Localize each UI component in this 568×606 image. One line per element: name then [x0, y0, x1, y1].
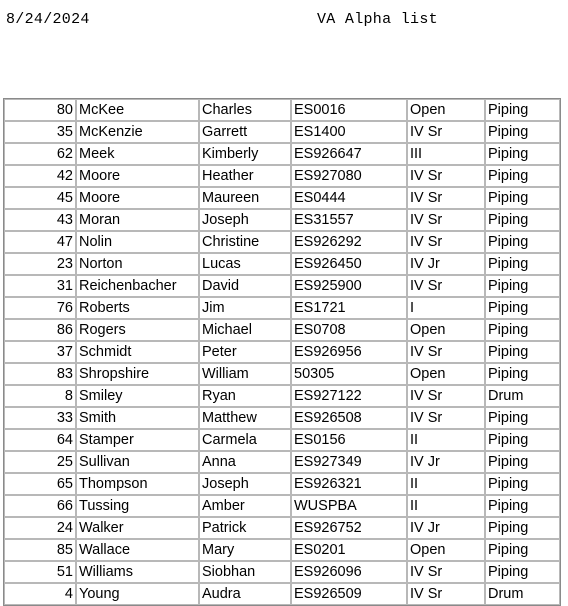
table-row [4, 253, 560, 275]
member-id-cell: ES926292 [291, 231, 407, 253]
member-id-cell: ES926647 [291, 143, 407, 165]
instrument-cell: Piping [485, 253, 560, 275]
last-name-cell: Young [76, 583, 199, 605]
first-name-cell: Jim [199, 297, 291, 319]
first-name-cell: Christine [199, 231, 291, 253]
competitor-number-cell: 47 [4, 231, 76, 253]
first-name-cell: Audra [199, 583, 291, 605]
table-row [4, 561, 560, 583]
competitor-number-cell: 80 [4, 99, 76, 121]
instrument-cell: Drum [485, 385, 560, 407]
last-name-cell: Stamper [76, 429, 199, 451]
grade-class-cell: IV Jr [407, 253, 485, 275]
member-id-cell: WUSPBA [291, 495, 407, 517]
grade-class-cell: IV Sr [407, 187, 485, 209]
last-name-cell: Williams [76, 561, 199, 583]
last-name-cell: Wallace [76, 539, 199, 561]
first-name-cell: Peter [199, 341, 291, 363]
grade-class-cell: IV Jr [407, 517, 485, 539]
table-row [4, 363, 560, 385]
competitor-number-cell: 76 [4, 297, 76, 319]
grade-class-cell: II [407, 473, 485, 495]
instrument-cell: Piping [485, 539, 560, 561]
instrument-cell: Drum [485, 583, 560, 605]
first-name-cell: Lucas [199, 253, 291, 275]
instrument-cell: Piping [485, 473, 560, 495]
table-row [4, 407, 560, 429]
member-id-cell: ES1721 [291, 297, 407, 319]
first-name-cell: Mary [199, 539, 291, 561]
member-id-cell: ES927349 [291, 451, 407, 473]
member-id-cell: ES1400 [291, 121, 407, 143]
competitor-number-cell: 25 [4, 451, 76, 473]
member-id-cell: ES0708 [291, 319, 407, 341]
competitor-number-cell: 42 [4, 165, 76, 187]
instrument-cell: Piping [485, 231, 560, 253]
grade-class-cell: IV Jr [407, 451, 485, 473]
print-date: 8/24/2024 [6, 11, 90, 28]
table-row [4, 143, 560, 165]
competitor-number-cell: 65 [4, 473, 76, 495]
last-name-cell: Reichenbacher [76, 275, 199, 297]
member-id-cell: ES926752 [291, 517, 407, 539]
member-id-cell: ES927122 [291, 385, 407, 407]
table-row [4, 297, 560, 319]
member-id-cell: ES926321 [291, 473, 407, 495]
table-row [4, 539, 560, 561]
table-row [4, 385, 560, 407]
first-name-cell: Carmela [199, 429, 291, 451]
roster-body [4, 99, 560, 605]
instrument-cell: Piping [485, 561, 560, 583]
competitor-number-cell: 4 [4, 583, 76, 605]
grade-class-cell: I [407, 297, 485, 319]
competitor-number-cell: 51 [4, 561, 76, 583]
competitor-number-cell: 45 [4, 187, 76, 209]
first-name-cell: Michael [199, 319, 291, 341]
last-name-cell: McKenzie [76, 121, 199, 143]
grade-class-cell: IV Sr [407, 209, 485, 231]
instrument-cell: Piping [485, 143, 560, 165]
instrument-cell: Piping [485, 319, 560, 341]
competitor-number-cell: 33 [4, 407, 76, 429]
last-name-cell: Tussing [76, 495, 199, 517]
instrument-cell: Piping [485, 121, 560, 143]
table-row [4, 319, 560, 341]
member-id-cell: ES31557 [291, 209, 407, 231]
grade-class-cell: Open [407, 363, 485, 385]
roster-table [3, 98, 561, 606]
member-id-cell: ES0444 [291, 187, 407, 209]
table-row [4, 165, 560, 187]
grade-class-cell: IV Sr [407, 121, 485, 143]
grade-class-cell: IV Sr [407, 231, 485, 253]
first-name-cell: William [199, 363, 291, 385]
instrument-cell: Piping [485, 165, 560, 187]
first-name-cell: Siobhan [199, 561, 291, 583]
member-id-cell: ES0016 [291, 99, 407, 121]
instrument-cell: Piping [485, 451, 560, 473]
member-id-cell: ES925900 [291, 275, 407, 297]
first-name-cell: Matthew [199, 407, 291, 429]
grade-class-cell: IV Sr [407, 385, 485, 407]
first-name-cell: Garrett [199, 121, 291, 143]
instrument-cell: Piping [485, 517, 560, 539]
first-name-cell: Patrick [199, 517, 291, 539]
last-name-cell: Thompson [76, 473, 199, 495]
member-id-cell: 50305 [291, 363, 407, 385]
grade-class-cell: IV Sr [407, 165, 485, 187]
table-row [4, 495, 560, 517]
last-name-cell: Sullivan [76, 451, 199, 473]
grade-class-cell: Open [407, 539, 485, 561]
table-row [4, 121, 560, 143]
table-row [4, 187, 560, 209]
last-name-cell: Schmidt [76, 341, 199, 363]
last-name-cell: Norton [76, 253, 199, 275]
competitor-number-cell: 43 [4, 209, 76, 231]
competitor-number-cell: 66 [4, 495, 76, 517]
grade-class-cell: IV Sr [407, 561, 485, 583]
member-id-cell: ES926096 [291, 561, 407, 583]
grade-class-cell: IV Sr [407, 407, 485, 429]
table-row [4, 473, 560, 495]
first-name-cell: Ryan [199, 385, 291, 407]
competitor-number-cell: 85 [4, 539, 76, 561]
member-id-cell: ES926509 [291, 583, 407, 605]
competitor-number-cell: 35 [4, 121, 76, 143]
competitor-number-cell: 8 [4, 385, 76, 407]
last-name-cell: Smiley [76, 385, 199, 407]
competitor-number-cell: 24 [4, 517, 76, 539]
grade-class-cell: IV Sr [407, 275, 485, 297]
table-row [4, 583, 560, 605]
member-id-cell: ES0201 [291, 539, 407, 561]
instrument-cell: Piping [485, 429, 560, 451]
instrument-cell: Piping [485, 99, 560, 121]
first-name-cell: Amber [199, 495, 291, 517]
last-name-cell: Roberts [76, 297, 199, 319]
instrument-cell: Piping [485, 209, 560, 231]
grade-class-cell: II [407, 495, 485, 517]
last-name-cell: Moore [76, 187, 199, 209]
last-name-cell: Smith [76, 407, 199, 429]
first-name-cell: David [199, 275, 291, 297]
last-name-cell: Moran [76, 209, 199, 231]
instrument-cell: Piping [485, 275, 560, 297]
instrument-cell: Piping [485, 407, 560, 429]
competitor-number-cell: 83 [4, 363, 76, 385]
instrument-cell: Piping [485, 341, 560, 363]
grade-class-cell: IV Sr [407, 341, 485, 363]
first-name-cell: Kimberly [199, 143, 291, 165]
member-id-cell: ES927080 [291, 165, 407, 187]
last-name-cell: Shropshire [76, 363, 199, 385]
last-name-cell: Rogers [76, 319, 199, 341]
table-row [4, 209, 560, 231]
instrument-cell: Piping [485, 495, 560, 517]
last-name-cell: Walker [76, 517, 199, 539]
table-row [4, 99, 560, 121]
competitor-number-cell: 62 [4, 143, 76, 165]
member-id-cell: ES0156 [291, 429, 407, 451]
member-id-cell: ES926508 [291, 407, 407, 429]
table-row [4, 231, 560, 253]
last-name-cell: Meek [76, 143, 199, 165]
last-name-cell: Nolin [76, 231, 199, 253]
first-name-cell: Heather [199, 165, 291, 187]
table-row [4, 275, 560, 297]
first-name-cell: Joseph [199, 209, 291, 231]
competitor-number-cell: 23 [4, 253, 76, 275]
grade-class-cell: Open [407, 99, 485, 121]
instrument-cell: Piping [485, 187, 560, 209]
competitor-number-cell: 37 [4, 341, 76, 363]
competitor-number-cell: 64 [4, 429, 76, 451]
member-id-cell: ES926450 [291, 253, 407, 275]
page-title: VA Alpha list [317, 11, 438, 28]
instrument-cell: Piping [485, 297, 560, 319]
competitor-number-cell: 86 [4, 319, 76, 341]
first-name-cell: Charles [199, 99, 291, 121]
grade-class-cell: Open [407, 319, 485, 341]
table-row [4, 429, 560, 451]
grade-class-cell: IV Sr [407, 583, 485, 605]
table-row [4, 341, 560, 363]
grade-class-cell: III [407, 143, 485, 165]
last-name-cell: McKee [76, 99, 199, 121]
competitor-number-cell: 31 [4, 275, 76, 297]
table-row [4, 517, 560, 539]
first-name-cell: Joseph [199, 473, 291, 495]
last-name-cell: Moore [76, 165, 199, 187]
first-name-cell: Maureen [199, 187, 291, 209]
member-id-cell: ES926956 [291, 341, 407, 363]
grade-class-cell: II [407, 429, 485, 451]
first-name-cell: Anna [199, 451, 291, 473]
table-row [4, 451, 560, 473]
instrument-cell: Piping [485, 363, 560, 385]
